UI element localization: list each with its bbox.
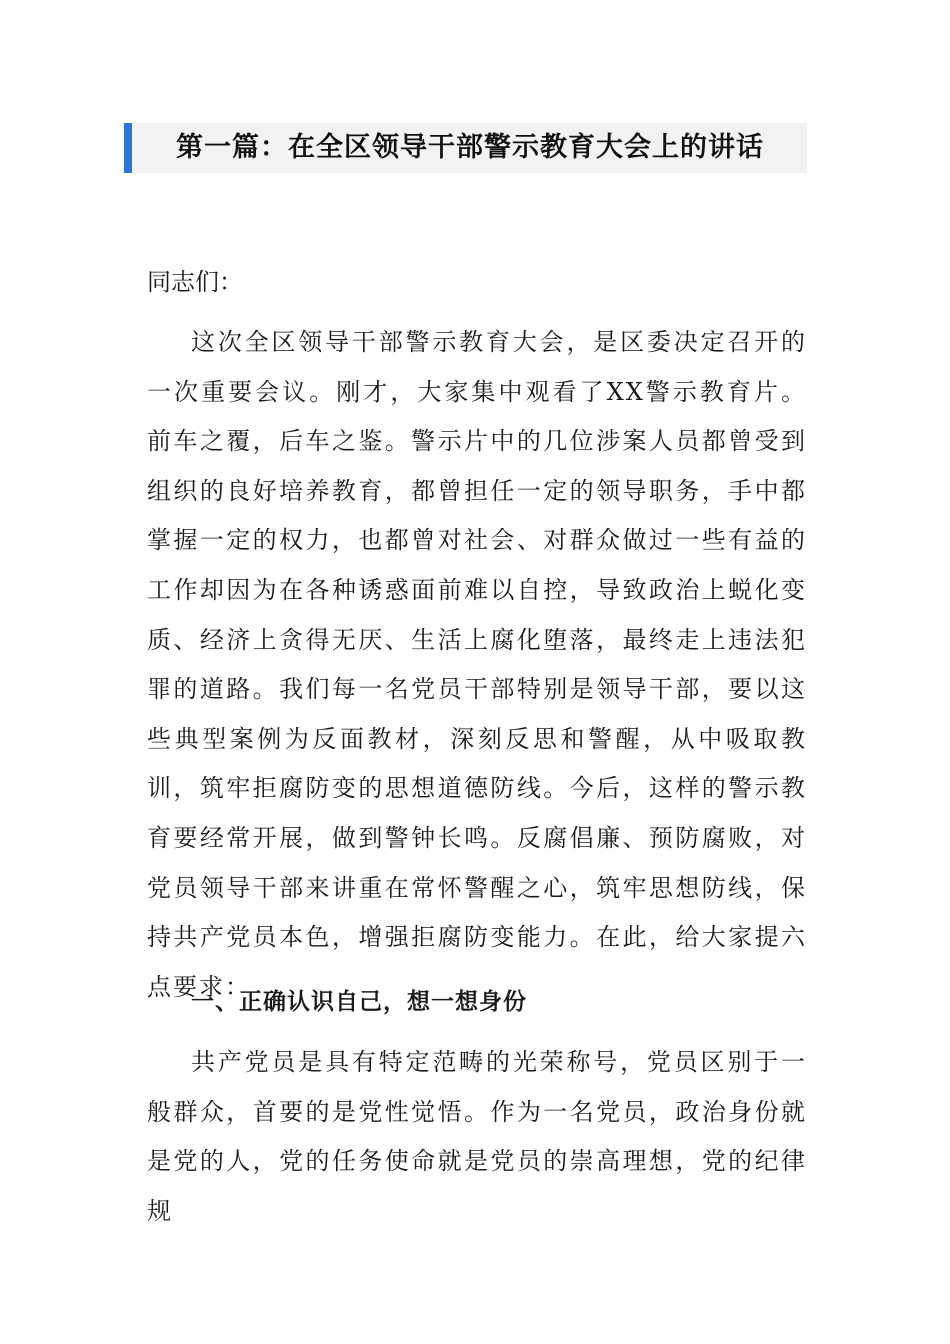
document-body [147, 318, 807, 1012]
paragraph: 共产党员是具有特定范畴的光荣称号，党员区别于一般群众，首要的是党性觉悟。作为一名党员，政治身份就是党的人，党的任务使命就是党员的崇高理想，党的纪律规 [147, 1048, 807, 1225]
section-heading: 一、正确认识自己，想一想身份 [191, 989, 527, 1015]
title-banner [124, 123, 807, 173]
title-accent-bar [124, 123, 132, 173]
document-title: 第一篇：在全区领导干部警示教育大会上的讲话 [176, 132, 764, 163]
section-heading-block [147, 978, 807, 1028]
salutation: 同志们： [147, 268, 243, 296]
section-body [147, 1038, 807, 1236]
paragraph: 这次全区领导干部警示教育大会，是区委决定召开的一次重要会议。刚才，大家集中观看了XX警示教育片。前车之覆，后车之鉴。警示片中的几位涉案人员都曾受到组织的良好培养教育，都曾担任一定的领导职务，手中都掌握一定的权力，也都曾对社会、对群众做过一些有益的工作却因为在各种诱惑面前难以自控，导致政治上蜕化变质、经济上贪得无厌、生活上腐化堕落，最终走上违法犯罪的道路。我们每一名党员干部特别是领导干部，要以这些典型案例为反面教材，深刻反思和警醒，从中吸取教训，筑牢拒腐防变的思想道德防线。今后，这样的警示教育要经常开展，做到警钟长鸣。反腐倡廉、预防腐败，对党员领导干部来讲重在常怀警醒之心，筑牢思想防线，保持共产党员本色，增强拒腐防变能力。在此，给大家提六点要求： [147, 328, 807, 1001]
